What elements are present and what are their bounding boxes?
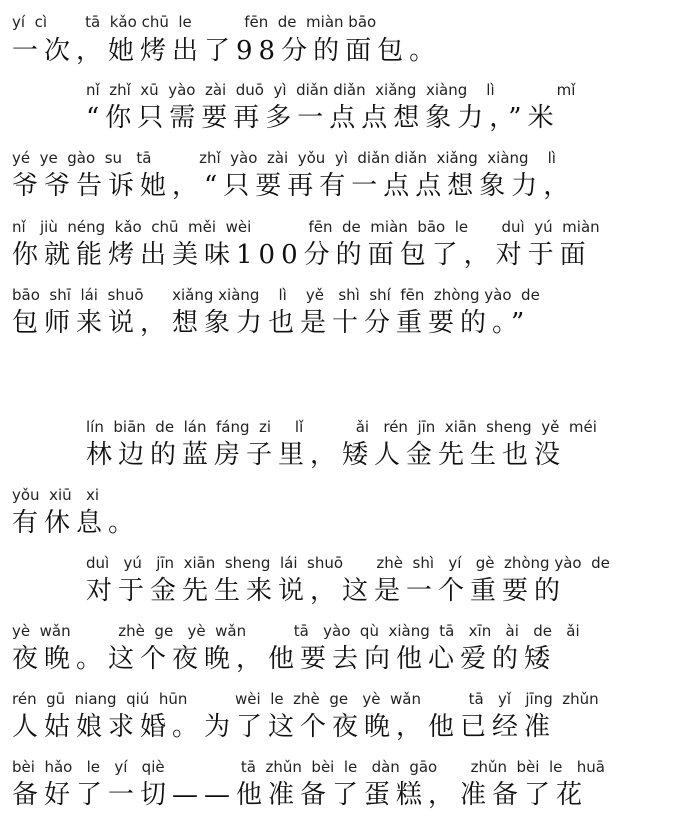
- text-line-6: 林边的蓝房子里，矮人金先生也没: [86, 440, 567, 470]
- pinyin-line-10: rén gū niang qiú hūn wèi le zhè ge yè wǎn tā yǐ jīng zhǔn: [12, 690, 599, 708]
- text-line-1: 一次，她烤出了98分的面包。: [12, 36, 442, 66]
- text-line-8: 对于金先生来说，这是一个重要的: [86, 576, 567, 606]
- text-line-4: 你就能烤出美味100分的面包了，对于面: [12, 240, 592, 270]
- pinyin-line-1: yí cì tā kǎo chū le fēn de miàn bāo: [12, 13, 377, 31]
- pinyin-line-3: yé ye gào su tā zhǐ yào zài yǒu yì diǎn diǎn xiǎng xiàng lì: [12, 149, 556, 167]
- text-line-9: 夜晚。这个夜晚，他要去向他心爱的矮: [12, 644, 557, 674]
- text-line-10: 人姑娘求婚。为了这个夜晚，他已经准: [12, 712, 557, 742]
- text-line-5: 包师来说，想象力也是十分重要的。”: [12, 308, 531, 338]
- pinyin-line-2: nǐ zhǐ xū yào zài duō yì diǎn diǎn xiǎng xiàng lì mǐ: [86, 81, 576, 99]
- text-line-2: “你只需要再多一点点想象力，”米: [86, 103, 560, 133]
- text-line-3: 爷爷告诉她，“只要再有一点点想象力，: [12, 171, 576, 201]
- pinyin-line-5: bāo shī lái shuō xiǎng xiàng lì yě shì shí fēn zhòng yào de: [12, 286, 540, 304]
- pinyin-line-11: bèi hǎo le yí qiè tā zhǔn bèi le dàn gāo zhǔn bèi le huā: [12, 758, 605, 776]
- text-line-11: 备好了一切——他准备了蛋糕，准备了花: [12, 780, 589, 810]
- pinyin-line-9: yè wǎn zhè ge yè wǎn tā yào qù xiàng tā xīn ài de ǎi: [12, 622, 580, 640]
- text-line-7: 有休息。: [12, 508, 141, 538]
- pinyin-line-6: lín biān de lán fáng zi lǐ ǎi rén jīn xiān sheng yě méi: [86, 418, 597, 436]
- pinyin-line-4: nǐ jiù néng kǎo chū měi wèi fēn de miàn bāo le duì yú miàn: [12, 218, 600, 236]
- pinyin-line-7: yǒu xiū xi: [12, 486, 99, 504]
- pinyin-line-8: duì yú jīn xiān sheng lái shuō zhè shì yí gè zhòng yào de: [86, 554, 610, 572]
